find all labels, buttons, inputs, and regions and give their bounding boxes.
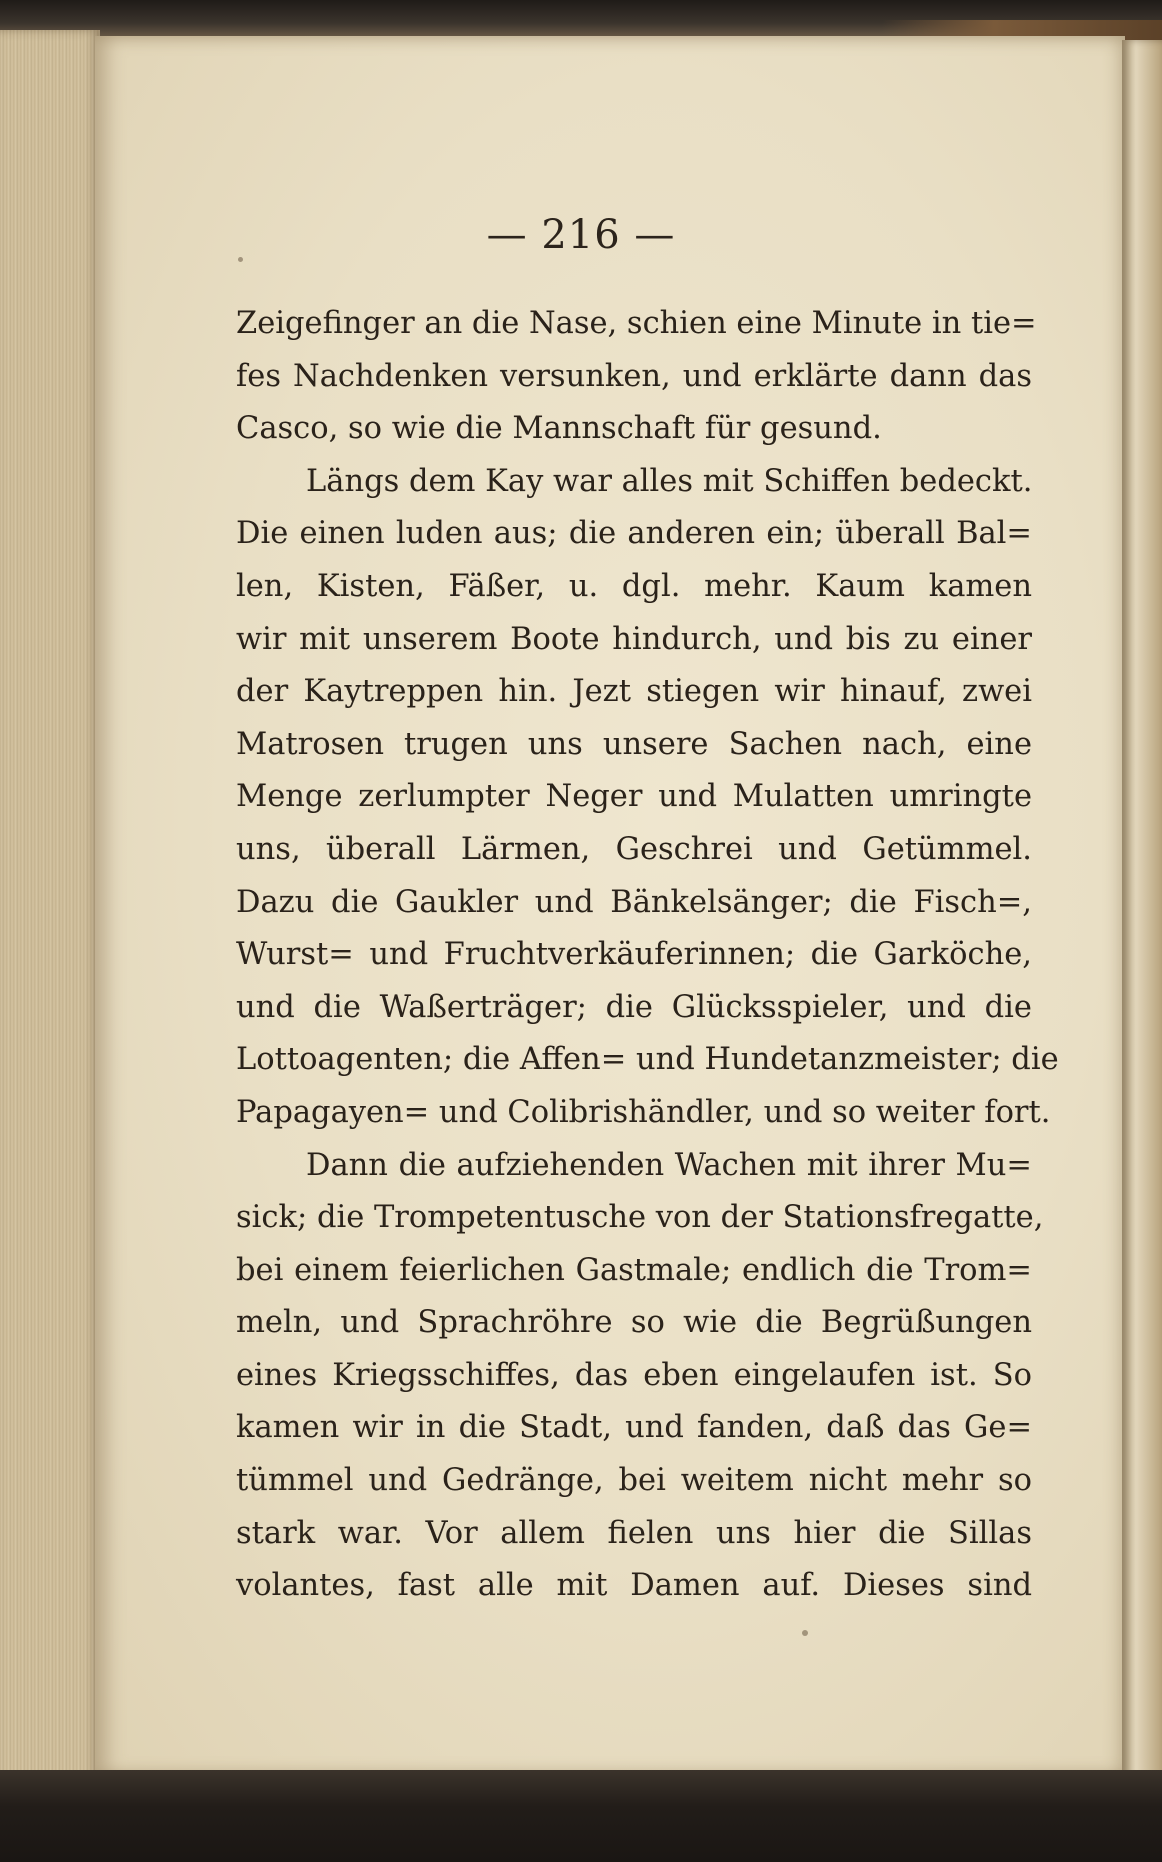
text-line: der Kaytreppen hin. Jezt stiegen wir hinauf, zwei xyxy=(236,674,1032,710)
text-line: Wurst= und Fruchtverkäuferinnen; die Garköche, xyxy=(236,937,1032,973)
text-line: Menge zerlumpter Neger und Mulatten umringte xyxy=(236,779,1032,815)
text-line: Die einen luden aus; die anderen ein; überall Bal= xyxy=(236,516,1032,552)
text-line: Papagayen= und Colibrishändler, und so weiter fort. xyxy=(236,1094,1051,1130)
facing-page-edge xyxy=(1122,40,1162,1780)
text-line: meln, und Sprachröhre so wie die Begrüßungen xyxy=(236,1305,1032,1341)
paper-speck xyxy=(802,1630,808,1636)
text-line: volantes, fast alle mit Damen auf. Dieses sind xyxy=(236,1568,1032,1604)
text-line: Dann die aufziehenden Wachen mit ihrer Mu= xyxy=(306,1147,1032,1183)
text-line: Lottoagenten; die Affen= und Hundetanzmeister; die xyxy=(236,1042,1059,1078)
text-line: Matrosen trugen uns unsere Sachen nach, eine xyxy=(236,726,1032,762)
text-line: Dazu die Gaukler und Bänkelsänger; die Fisch=, xyxy=(236,884,1032,920)
page-number: — 216 — xyxy=(486,212,676,258)
text-line: fes Nachdenken versunken, und erklärte dann das xyxy=(236,358,1032,394)
text-line: Längs dem Kay war alles mit Schiffen bedeckt. xyxy=(306,463,1033,499)
text-line: len, Kisten, Fäßer, u. dgl. mehr. Kaum kamen xyxy=(236,568,1032,604)
text-line: stark war. Vor allem fielen uns hier die Sillas xyxy=(236,1515,1032,1551)
scan-bottom-edge xyxy=(0,1770,1162,1862)
text-line: Casco, so wie die Mannschaft für gesund. xyxy=(236,411,882,447)
page-stack-edge xyxy=(0,30,100,1790)
text-line: wir mit unserem Boote hindurch, und bis zu einer xyxy=(236,621,1032,657)
text-line: sick; die Trompetentusche von der Stationsfregatte, xyxy=(236,1200,1044,1236)
page-body-text xyxy=(236,298,1059,1613)
text-line: und die Waßerträger; die Glücksspieler, und die xyxy=(236,989,1032,1025)
text-line: eines Kriegsschiffes, das eben eingelaufen ist. So xyxy=(236,1357,1032,1393)
text-line: Zeigefinger an die Nase, schien eine Minute in tie= xyxy=(236,306,1037,341)
text-line: bei einem feierlichen Gastmale; endlich die Trom= xyxy=(236,1252,1032,1288)
text-line: uns, überall Lärmen, Geschrei und Getümmel. xyxy=(236,831,1032,867)
text-line: kamen wir in die Stadt, und fanden, daß das Ge= xyxy=(236,1410,1032,1446)
text-line: tümmel und Gedränge, bei weitem nicht mehr so xyxy=(236,1463,1032,1499)
